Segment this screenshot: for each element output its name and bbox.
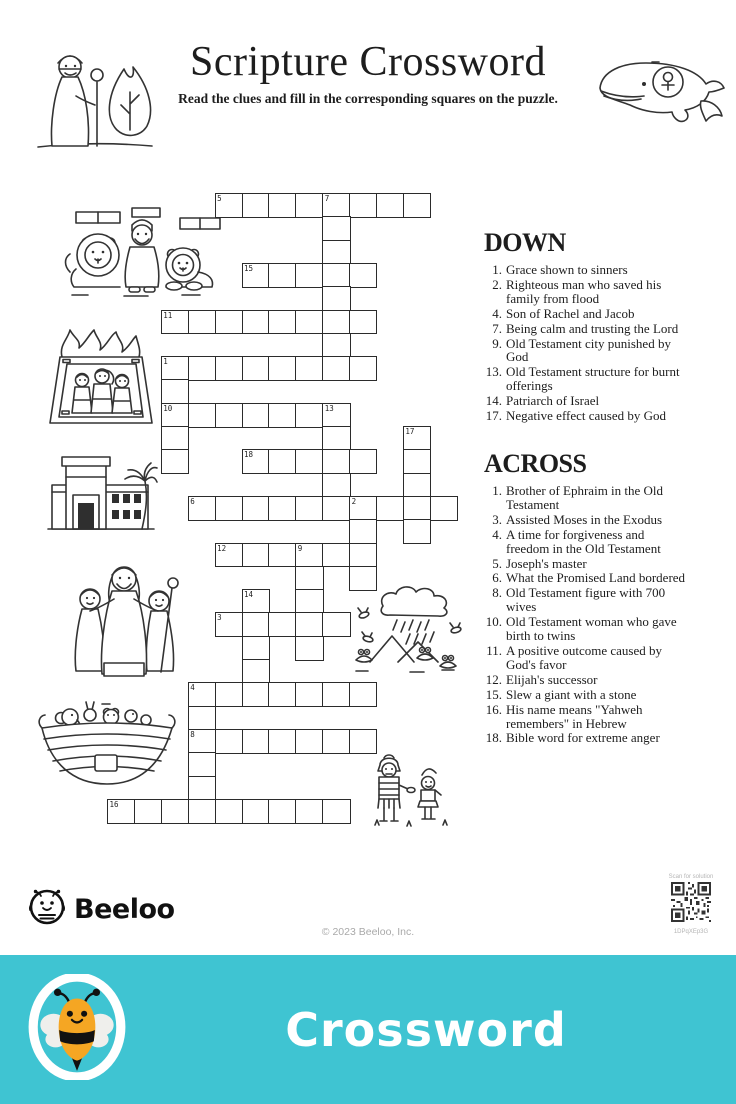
clue-number: 4. bbox=[492, 305, 502, 321]
clue-item bbox=[484, 703, 699, 731]
cell-number: 14 bbox=[244, 590, 254, 600]
clue-number: 11. bbox=[486, 642, 502, 658]
clue-number: 17. bbox=[485, 408, 502, 424]
cell-number: 15 bbox=[244, 263, 254, 273]
grid-cell[interactable] bbox=[161, 310, 189, 335]
cell-number: 17 bbox=[405, 427, 415, 436]
clue-text: Elijah's successor bbox=[506, 671, 598, 687]
grid-cell[interactable] bbox=[403, 519, 431, 544]
grid-cell[interactable] bbox=[322, 216, 350, 241]
qr-code-image bbox=[671, 909, 711, 926]
temple-illustration bbox=[46, 451, 158, 533]
grid-cell[interactable] bbox=[242, 356, 270, 381]
grid-cell[interactable] bbox=[322, 799, 350, 824]
grid-cell[interactable] bbox=[349, 356, 377, 381]
grid-cell[interactable] bbox=[161, 403, 189, 428]
clue-text: His name means "Yahweh remembers" in Hebrew bbox=[506, 701, 643, 731]
grid-cell[interactable] bbox=[161, 379, 189, 404]
grid-cell[interactable] bbox=[295, 403, 323, 428]
clue-number: 1. bbox=[492, 483, 502, 498]
header bbox=[128, 40, 608, 107]
grid-cell[interactable] bbox=[161, 356, 189, 381]
grid-cell[interactable] bbox=[322, 729, 350, 754]
three-patriarchs-illustration bbox=[62, 556, 188, 678]
plagues-of-egypt-illustration bbox=[352, 584, 468, 674]
clue-number: 2. bbox=[492, 276, 502, 292]
grid-cell[interactable] bbox=[322, 543, 350, 568]
grid-cell[interactable] bbox=[322, 426, 350, 451]
clue-number: 14. bbox=[485, 393, 502, 409]
grid-cell[interactable] bbox=[322, 682, 350, 707]
grid-cell[interactable] bbox=[242, 799, 270, 824]
grid-cell[interactable] bbox=[215, 356, 243, 381]
grid-cell[interactable] bbox=[295, 310, 323, 335]
clue-text: Patriarch of Israel bbox=[506, 393, 600, 409]
grid-cell[interactable] bbox=[215, 193, 243, 218]
clue-text: Brother of Ephraim in the Old Testament bbox=[506, 483, 664, 512]
grid-cell[interactable] bbox=[322, 449, 350, 474]
clue-text: A positive outcome caused by God's favor bbox=[506, 642, 662, 672]
clue-text: Bible word for extreme anger bbox=[506, 730, 660, 746]
clue-number: 1. bbox=[492, 262, 502, 277]
clue-number: 10. bbox=[485, 614, 502, 630]
grid-cell[interactable] bbox=[349, 310, 377, 335]
grid-cell[interactable] bbox=[295, 729, 323, 754]
grid-cell[interactable] bbox=[215, 612, 243, 637]
grid-cell[interactable] bbox=[268, 496, 296, 521]
cell-number: 6 bbox=[190, 496, 195, 506]
clue-item bbox=[484, 263, 699, 277]
cell-number: 5 bbox=[217, 194, 222, 203]
grid-cell[interactable] bbox=[349, 566, 377, 591]
grid-cell[interactable] bbox=[242, 449, 270, 474]
grid-cell[interactable] bbox=[268, 193, 296, 218]
clue-item bbox=[484, 278, 699, 306]
clue-text: A time for forgiveness and freedom in the Old Testament bbox=[506, 526, 661, 556]
clue-text: Righteous man who saved his family from flood bbox=[506, 276, 662, 306]
grid-cell[interactable] bbox=[295, 263, 323, 288]
clue-item bbox=[484, 688, 699, 702]
qr-block bbox=[668, 874, 714, 935]
david-goliath-illustration bbox=[367, 752, 455, 830]
grid-cell[interactable] bbox=[188, 356, 216, 381]
grid-cell[interactable] bbox=[322, 310, 350, 335]
clue-item bbox=[484, 571, 699, 585]
across-heading: ACROSS bbox=[484, 449, 587, 478]
grid-cell[interactable] bbox=[215, 310, 243, 335]
grid-cell[interactable] bbox=[322, 496, 350, 521]
grid-cell[interactable] bbox=[322, 403, 350, 428]
clue-item bbox=[484, 528, 699, 556]
grid-cell[interactable] bbox=[188, 706, 216, 731]
grid-cell[interactable] bbox=[242, 496, 270, 521]
page-subtitle: Read the clues and fill in the corresponding squares on the puzzle. bbox=[178, 91, 558, 107]
down-clue-list bbox=[484, 263, 732, 423]
grid-cell[interactable] bbox=[188, 310, 216, 335]
qr-caption: Scan for solution bbox=[668, 874, 714, 880]
grid-cell[interactable] bbox=[322, 356, 350, 381]
grid-cell[interactable] bbox=[107, 799, 135, 824]
grid-cell[interactable] bbox=[376, 496, 404, 521]
grid-cell[interactable] bbox=[403, 193, 431, 218]
grid-cell[interactable] bbox=[349, 543, 377, 568]
clue-item bbox=[484, 731, 699, 745]
grid-cell[interactable] bbox=[242, 659, 270, 684]
grid-cell[interactable] bbox=[403, 449, 431, 474]
clue-item bbox=[484, 673, 699, 687]
grid-cell[interactable] bbox=[242, 589, 270, 614]
clue-number: 9. bbox=[492, 335, 502, 351]
grid-cell[interactable] bbox=[403, 496, 431, 521]
cell-number: 7 bbox=[324, 194, 330, 203]
grid-cell[interactable] bbox=[161, 426, 189, 451]
grid-cell[interactable] bbox=[215, 729, 243, 754]
copyright-text: © 2023 Beeloo, Inc. bbox=[321, 926, 415, 938]
clue-text: Assisted Moses in the Exodus bbox=[506, 511, 662, 527]
grid-cell[interactable] bbox=[188, 729, 216, 754]
grid-cell[interactable] bbox=[322, 612, 350, 637]
clue-number: 3. bbox=[492, 511, 502, 527]
grid-cell[interactable] bbox=[215, 799, 243, 824]
grid-cell[interactable] bbox=[430, 496, 458, 521]
grid-cell[interactable] bbox=[295, 636, 323, 661]
clue-text: Old Testament structure for burnt offerings bbox=[506, 364, 680, 394]
grid-cell[interactable] bbox=[349, 263, 377, 288]
clue-item bbox=[484, 307, 699, 321]
grid-cell[interactable] bbox=[349, 682, 377, 707]
clue-number: 13. bbox=[485, 364, 502, 380]
brand-logo bbox=[28, 888, 175, 931]
beeloo-bee-icon bbox=[28, 888, 66, 931]
grid-cell[interactable] bbox=[242, 310, 270, 335]
grid-cell[interactable] bbox=[349, 519, 377, 544]
cell-number: 3 bbox=[217, 613, 222, 623]
clue-item bbox=[484, 484, 699, 512]
grid-cell[interactable] bbox=[215, 496, 243, 521]
brand-name: Beeloo bbox=[74, 894, 175, 925]
grid-cell[interactable] bbox=[161, 799, 189, 824]
grid-cell[interactable] bbox=[242, 193, 270, 218]
grid-cell[interactable] bbox=[268, 263, 296, 288]
cell-number: 1 bbox=[163, 357, 168, 367]
down-clues-section bbox=[484, 228, 732, 424]
clue-item bbox=[484, 644, 699, 672]
grid-cell[interactable] bbox=[349, 193, 377, 218]
clue-text: What the Promised Land bordered bbox=[506, 570, 686, 586]
grid-cell[interactable] bbox=[188, 682, 216, 707]
grid-cell[interactable] bbox=[295, 612, 323, 637]
grid-cell[interactable] bbox=[268, 356, 296, 381]
grid-cell[interactable] bbox=[322, 193, 350, 218]
grid-cell[interactable] bbox=[322, 333, 350, 358]
cell-number: 10 bbox=[163, 403, 173, 413]
grid-cell[interactable] bbox=[188, 776, 216, 801]
cell-number: 9 bbox=[297, 543, 303, 553]
grid-cell[interactable] bbox=[242, 263, 270, 288]
grid-cell[interactable] bbox=[215, 543, 243, 568]
grid-cell[interactable] bbox=[268, 799, 296, 824]
clue-text: Old Testament woman who gave birth to twins bbox=[506, 614, 677, 644]
grid-cell[interactable] bbox=[268, 449, 296, 474]
banner-title: Crossword bbox=[285, 1002, 567, 1057]
grid-cell[interactable] bbox=[188, 403, 216, 428]
grid-cell[interactable] bbox=[161, 449, 189, 474]
grid-cell[interactable] bbox=[403, 426, 431, 451]
cell-number: 4 bbox=[190, 683, 195, 693]
grid-cell[interactable] bbox=[322, 240, 350, 265]
cell-number: 18 bbox=[244, 450, 254, 460]
daniel-lions-illustration bbox=[62, 206, 222, 298]
grid-cell[interactable] bbox=[242, 543, 270, 568]
clue-text: Son of Rachel and Jacob bbox=[506, 305, 635, 321]
clue-text: Grace shown to sinners bbox=[506, 262, 628, 277]
grid-cell[interactable] bbox=[134, 799, 162, 824]
fiery-furnace-illustration bbox=[46, 326, 158, 428]
page-title: Scripture Crossword bbox=[190, 39, 546, 85]
banner-bee-icon bbox=[24, 974, 130, 1085]
clue-item bbox=[484, 615, 699, 643]
grid-cell[interactable] bbox=[295, 356, 323, 381]
grid-cell[interactable] bbox=[295, 566, 323, 591]
cell-number: 12 bbox=[217, 543, 227, 553]
clue-number: 4. bbox=[492, 526, 502, 542]
grid-cell[interactable] bbox=[268, 682, 296, 707]
cell-number: 2 bbox=[351, 496, 357, 506]
grid-cell[interactable] bbox=[268, 403, 296, 428]
clue-text: Joseph's master bbox=[506, 555, 587, 571]
cell-number: 8 bbox=[190, 729, 195, 739]
down-heading: DOWN bbox=[484, 228, 566, 257]
clue-item bbox=[484, 322, 699, 336]
grid-cell[interactable] bbox=[242, 403, 270, 428]
clue-number: 6. bbox=[492, 570, 502, 586]
grid-cell[interactable] bbox=[188, 496, 216, 521]
grid-cell[interactable] bbox=[188, 799, 216, 824]
clue-number: 18. bbox=[485, 730, 502, 746]
clue-item bbox=[484, 513, 699, 527]
clue-item bbox=[484, 557, 699, 571]
clue-item bbox=[484, 394, 699, 408]
grid-cell[interactable] bbox=[242, 612, 270, 637]
grid-cell[interactable] bbox=[268, 543, 296, 568]
grid-cell[interactable] bbox=[268, 612, 296, 637]
clue-text: Being calm and trusting the Lord bbox=[506, 320, 679, 336]
grid-cell[interactable] bbox=[349, 496, 377, 521]
grid-cell[interactable] bbox=[403, 473, 431, 498]
grid-cell[interactable] bbox=[349, 729, 377, 754]
grid-cell[interactable] bbox=[349, 449, 377, 474]
grid-cell[interactable] bbox=[295, 193, 323, 218]
grid-cell[interactable] bbox=[322, 286, 350, 311]
grid-cell[interactable] bbox=[295, 799, 323, 824]
clue-number: 5. bbox=[492, 555, 502, 571]
clue-item bbox=[484, 409, 699, 423]
grid-cell[interactable] bbox=[295, 543, 323, 568]
clue-number: 16. bbox=[485, 701, 502, 717]
grid-cell[interactable] bbox=[295, 449, 323, 474]
across-clue-list bbox=[484, 484, 732, 745]
clue-text: Old Testament city punished by God bbox=[506, 335, 671, 365]
grid-cell[interactable] bbox=[322, 263, 350, 288]
clue-number: 7. bbox=[492, 320, 502, 336]
grid-cell[interactable] bbox=[322, 473, 350, 498]
clue-item bbox=[484, 586, 699, 614]
clue-number: 15. bbox=[485, 686, 502, 702]
clue-number: 8. bbox=[492, 585, 502, 601]
cell-number: 16 bbox=[109, 799, 119, 809]
clue-item bbox=[484, 337, 699, 365]
grid-cell[interactable] bbox=[242, 682, 270, 707]
jonah-whale-illustration bbox=[594, 57, 732, 127]
across-clues-section bbox=[484, 449, 732, 746]
grid-cell[interactable] bbox=[242, 729, 270, 754]
grid-cell[interactable] bbox=[215, 403, 243, 428]
qr-code-id: 1DPqXEp3G bbox=[673, 929, 709, 935]
clue-text: Slew a giant with a stone bbox=[506, 686, 637, 702]
noahs-ark-illustration bbox=[34, 698, 180, 792]
grid-cell[interactable] bbox=[215, 682, 243, 707]
grid-cell[interactable] bbox=[268, 729, 296, 754]
clue-item bbox=[484, 365, 699, 393]
clue-text: Negative effect caused by God bbox=[506, 408, 667, 424]
cell-number: 13 bbox=[324, 403, 334, 413]
bottom-banner bbox=[0, 955, 736, 1104]
moses-burning-bush-illustration bbox=[30, 42, 158, 152]
grid-cell[interactable] bbox=[295, 589, 323, 614]
grid-cell[interactable] bbox=[376, 193, 404, 218]
clue-text: Old Testament figure with 700 wives bbox=[506, 585, 666, 615]
grid-cell[interactable] bbox=[188, 752, 216, 777]
cell-number: 11 bbox=[163, 310, 173, 320]
grid-cell[interactable] bbox=[242, 636, 270, 661]
grid-cell[interactable] bbox=[268, 310, 296, 335]
clue-number: 12. bbox=[485, 671, 502, 687]
grid-cell[interactable] bbox=[295, 682, 323, 707]
grid-cell[interactable] bbox=[295, 496, 323, 521]
